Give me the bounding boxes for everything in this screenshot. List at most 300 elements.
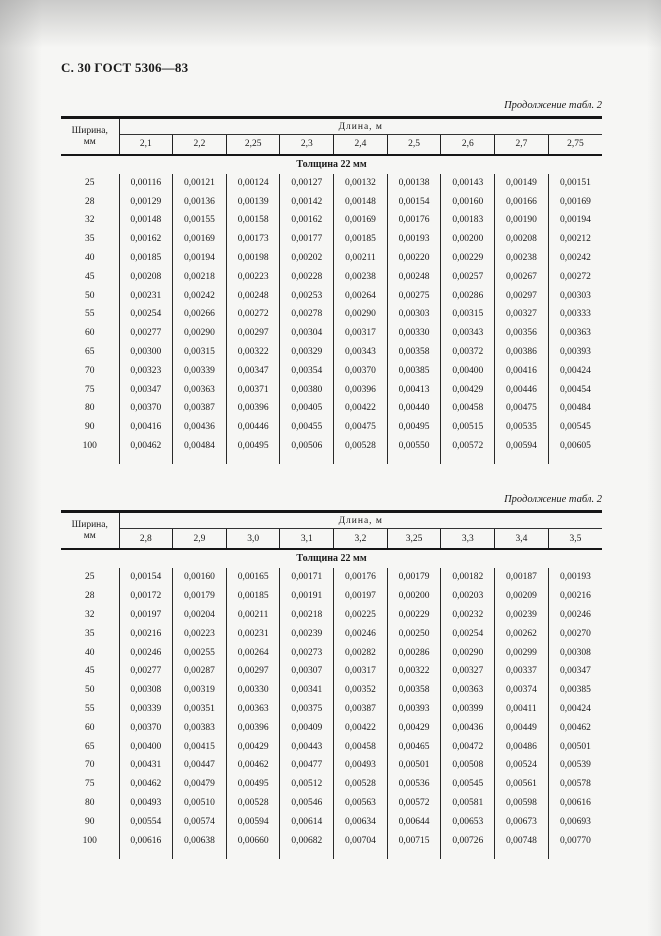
value-cell: 0,00216 [548, 587, 602, 606]
value-cell: 0,00363 [226, 700, 280, 719]
width-label-line1: Ширина, [71, 125, 108, 136]
value-cell: 0,00429 [441, 380, 495, 399]
width-cell: 60 [61, 718, 119, 737]
value-cell: 0,00693 [548, 812, 602, 831]
width-cell: 55 [61, 700, 119, 719]
value-cell: 0,00383 [173, 718, 227, 737]
value-cell: 0,00370 [119, 399, 173, 418]
value-cell: 0,00704 [334, 831, 388, 850]
width-cell: 45 [61, 267, 119, 286]
value-cell: 0,00524 [495, 756, 549, 775]
value-cell: 0,00158 [226, 211, 280, 230]
value-cell: 0,00462 [119, 437, 173, 456]
value-cell: 0,00315 [441, 305, 495, 324]
value-cell: 0,00528 [334, 437, 388, 456]
value-cell: 0,00574 [173, 812, 227, 831]
value-cell: 0,00554 [119, 812, 173, 831]
table-row [61, 286, 602, 305]
value-cell: 0,00343 [334, 343, 388, 362]
value-cell: 0,00139 [226, 192, 280, 211]
value-cell: 0,00561 [495, 775, 549, 794]
width-cell: 100 [61, 831, 119, 850]
value-cell: 0,00169 [548, 192, 602, 211]
value-cell: 0,00231 [119, 286, 173, 305]
value-cell: 0,00371 [226, 380, 280, 399]
width-cell: 50 [61, 286, 119, 305]
value-cell: 0,00343 [441, 324, 495, 343]
width-cell: 32 [61, 606, 119, 625]
value-cell: 0,00653 [441, 812, 495, 831]
width-cell: 75 [61, 775, 119, 794]
value-cell: 0,00493 [119, 794, 173, 813]
value-cell: 0,00286 [387, 643, 441, 662]
value-cell: 0,00337 [495, 662, 549, 681]
column-header-row [61, 529, 602, 549]
value-cell: 0,00197 [119, 606, 173, 625]
tail-cell [226, 850, 280, 859]
value-cell: 0,00327 [495, 305, 549, 324]
value-cell: 0,00212 [548, 230, 602, 249]
value-cell: 0,00396 [334, 380, 388, 399]
value-cell: 0,00370 [119, 718, 173, 737]
value-cell: 0,00300 [119, 343, 173, 362]
value-cell: 0,00182 [441, 568, 495, 587]
value-cell: 0,00341 [280, 681, 334, 700]
width-column-header [61, 118, 119, 155]
width-cell: 75 [61, 380, 119, 399]
width-cell: 35 [61, 230, 119, 249]
value-cell: 0,00211 [334, 249, 388, 268]
value-cell: 0,00229 [387, 606, 441, 625]
width-label-line2: мм [83, 531, 96, 542]
value-cell: 0,00257 [441, 267, 495, 286]
width-label-line2: мм [83, 136, 96, 147]
value-cell: 0,00173 [226, 230, 280, 249]
value-cell: 0,00411 [495, 700, 549, 719]
value-cell: 0,00242 [548, 249, 602, 268]
length-column-header: 2,6 [441, 135, 495, 155]
value-cell: 0,00232 [441, 606, 495, 625]
value-cell: 0,00116 [119, 174, 173, 193]
value-cell: 0,00297 [226, 662, 280, 681]
value-cell: 0,00424 [548, 700, 602, 719]
width-cell: 60 [61, 324, 119, 343]
value-cell: 0,00616 [548, 794, 602, 813]
value-cell: 0,00275 [387, 286, 441, 305]
value-cell: 0,00297 [226, 324, 280, 343]
value-cell: 0,00436 [173, 418, 227, 437]
width-cell: 70 [61, 756, 119, 775]
value-cell: 0,00508 [441, 756, 495, 775]
value-cell: 0,00166 [495, 192, 549, 211]
width-cell: 65 [61, 737, 119, 756]
value-cell: 0,00169 [173, 230, 227, 249]
table-row [61, 343, 602, 362]
tail-cell [61, 850, 119, 859]
value-cell: 0,00193 [387, 230, 441, 249]
value-cell: 0,00545 [441, 775, 495, 794]
width-cell: 40 [61, 643, 119, 662]
value-cell: 0,00339 [119, 700, 173, 719]
value-cell: 0,00238 [334, 267, 388, 286]
value-cell: 0,00239 [495, 606, 549, 625]
length-column-header: 2,3 [280, 135, 334, 155]
header-row-length [61, 512, 602, 529]
value-cell: 0,00185 [226, 587, 280, 606]
value-cell: 0,00208 [119, 267, 173, 286]
value-cell: 0,00248 [387, 267, 441, 286]
value-cell: 0,00154 [119, 568, 173, 587]
tail-cell [495, 850, 549, 859]
value-cell: 0,00515 [441, 418, 495, 437]
width-cell: 45 [61, 662, 119, 681]
value-cell: 0,00299 [495, 643, 549, 662]
table-row [61, 812, 602, 831]
value-cell: 0,00339 [173, 361, 227, 380]
value-cell: 0,00148 [119, 211, 173, 230]
value-cell: 0,00253 [280, 286, 334, 305]
value-cell: 0,00172 [119, 587, 173, 606]
value-cell: 0,00484 [548, 399, 602, 418]
width-label-line1: Ширина, [71, 520, 108, 531]
width-cell: 28 [61, 192, 119, 211]
value-cell: 0,00194 [548, 211, 602, 230]
value-cell: 0,00477 [280, 756, 334, 775]
width-cell: 55 [61, 305, 119, 324]
table-row [61, 718, 602, 737]
column-header-row [61, 135, 602, 155]
value-cell: 0,00333 [548, 305, 602, 324]
value-cell: 0,00424 [548, 361, 602, 380]
value-cell: 0,00405 [280, 399, 334, 418]
value-cell: 0,00638 [173, 831, 227, 850]
value-cell: 0,00183 [441, 211, 495, 230]
value-cell: 0,00165 [226, 568, 280, 587]
value-cell: 0,00254 [441, 624, 495, 643]
value-cell: 0,00149 [495, 174, 549, 193]
value-cell: 0,00264 [334, 286, 388, 305]
table-row [61, 831, 602, 850]
value-cell: 0,00550 [387, 437, 441, 456]
tail-cell [334, 850, 388, 859]
dimensions-table-1 [61, 116, 602, 464]
thickness-label: Толщина 22 мм [296, 553, 367, 565]
tail-cell [61, 455, 119, 464]
value-cell: 0,00347 [548, 662, 602, 681]
table-row [61, 737, 602, 756]
value-cell: 0,00138 [387, 174, 441, 193]
value-cell: 0,00399 [441, 700, 495, 719]
value-cell: 0,00229 [441, 249, 495, 268]
value-cell: 0,00266 [173, 305, 227, 324]
value-cell: 0,00416 [119, 418, 173, 437]
value-cell: 0,00634 [334, 812, 388, 831]
header-row-length [61, 118, 602, 135]
table-row [61, 324, 602, 343]
value-cell: 0,00278 [280, 305, 334, 324]
tail-cell [387, 455, 441, 464]
value-cell: 0,00200 [387, 587, 441, 606]
value-cell: 0,00290 [441, 643, 495, 662]
value-cell: 0,00372 [441, 343, 495, 362]
value-cell: 0,00303 [387, 305, 441, 324]
value-cell: 0,00363 [173, 380, 227, 399]
value-cell: 0,00484 [173, 437, 227, 456]
value-cell: 0,00208 [495, 230, 549, 249]
value-cell: 0,00605 [548, 437, 602, 456]
value-cell: 0,00176 [387, 211, 441, 230]
value-cell: 0,00436 [441, 718, 495, 737]
value-cell: 0,00536 [387, 775, 441, 794]
width-cell: 32 [61, 211, 119, 230]
value-cell: 0,00495 [387, 418, 441, 437]
value-cell: 0,00465 [387, 737, 441, 756]
tail-cell [173, 850, 227, 859]
table-row [61, 700, 602, 719]
value-cell: 0,00191 [280, 587, 334, 606]
value-cell: 0,00400 [441, 361, 495, 380]
value-cell: 0,00475 [334, 418, 388, 437]
page-header: С. 30 ГОСТ 5306—83 [61, 60, 189, 75]
table-row [61, 211, 602, 230]
value-cell: 0,00121 [173, 174, 227, 193]
value-cell: 0,00563 [334, 794, 388, 813]
width-cell: 90 [61, 812, 119, 831]
value-cell: 0,00267 [495, 267, 549, 286]
value-cell: 0,00264 [226, 643, 280, 662]
value-cell: 0,00242 [173, 286, 227, 305]
value-cell: 0,00356 [495, 324, 549, 343]
value-cell: 0,00198 [226, 249, 280, 268]
value-cell: 0,00396 [226, 718, 280, 737]
value-cell: 0,00171 [280, 568, 334, 587]
value-cell: 0,00187 [495, 568, 549, 587]
tail-cell [280, 455, 334, 464]
thickness-label: Толщина 22 мм [296, 159, 367, 170]
value-cell: 0,00446 [226, 418, 280, 437]
thickness-band [61, 155, 602, 174]
table-tail [61, 850, 602, 859]
tail-cell [119, 455, 173, 464]
value-cell: 0,00127 [280, 174, 334, 193]
value-cell: 0,00148 [334, 192, 388, 211]
value-cell: 0,00129 [119, 192, 173, 211]
table-row [61, 230, 602, 249]
value-cell: 0,00510 [173, 794, 227, 813]
length-column-header: 3,5 [548, 529, 602, 549]
value-cell: 0,00303 [548, 286, 602, 305]
value-cell: 0,00162 [280, 211, 334, 230]
value-cell: 0,00297 [495, 286, 549, 305]
value-cell: 0,00429 [226, 737, 280, 756]
value-cell: 0,00162 [119, 230, 173, 249]
value-cell: 0,00223 [173, 624, 227, 643]
width-cell: 50 [61, 681, 119, 700]
value-cell: 0,00317 [334, 662, 388, 681]
value-cell: 0,00272 [226, 305, 280, 324]
width-cell: 35 [61, 624, 119, 643]
value-cell: 0,00387 [173, 399, 227, 418]
value-cell: 0,00185 [334, 230, 388, 249]
value-cell: 0,00255 [173, 643, 227, 662]
value-cell: 0,00327 [441, 662, 495, 681]
value-cell: 0,00185 [119, 249, 173, 268]
value-cell: 0,00380 [280, 380, 334, 399]
value-cell: 0,00385 [548, 681, 602, 700]
value-cell: 0,00352 [334, 681, 388, 700]
value-cell: 0,00319 [173, 681, 227, 700]
value-cell: 0,00660 [226, 831, 280, 850]
value-cell: 0,00715 [387, 831, 441, 850]
tail-cell [280, 850, 334, 859]
width-cell: 28 [61, 587, 119, 606]
value-cell: 0,00211 [226, 606, 280, 625]
tail-cell [173, 455, 227, 464]
value-cell: 0,00323 [119, 361, 173, 380]
value-cell: 0,00545 [548, 418, 602, 437]
width-cell: 40 [61, 249, 119, 268]
width-cell: 70 [61, 361, 119, 380]
value-cell: 0,00501 [548, 737, 602, 756]
length-column-header: 3,4 [495, 529, 549, 549]
width-cell: 65 [61, 343, 119, 362]
value-cell: 0,00422 [334, 399, 388, 418]
width-column-header [61, 512, 119, 549]
value-cell: 0,00416 [495, 361, 549, 380]
value-cell: 0,00594 [495, 437, 549, 456]
value-cell: 0,00449 [495, 718, 549, 737]
value-cell: 0,00329 [280, 343, 334, 362]
value-cell: 0,00358 [387, 343, 441, 362]
table-row [61, 587, 602, 606]
value-cell: 0,00539 [548, 756, 602, 775]
value-cell: 0,00228 [280, 267, 334, 286]
value-cell: 0,00246 [334, 624, 388, 643]
value-cell: 0,00315 [173, 343, 227, 362]
table-row [61, 681, 602, 700]
value-cell: 0,00322 [226, 343, 280, 362]
value-cell: 0,00415 [173, 737, 227, 756]
value-cell: 0,00458 [441, 399, 495, 418]
value-cell: 0,00347 [119, 380, 173, 399]
value-cell: 0,00673 [495, 812, 549, 831]
value-cell: 0,00431 [119, 756, 173, 775]
length-column-header: 3,25 [387, 529, 441, 549]
table-row [61, 399, 602, 418]
value-cell: 0,00254 [119, 305, 173, 324]
value-cell: 0,00594 [226, 812, 280, 831]
value-cell: 0,00486 [495, 737, 549, 756]
value-cell: 0,00176 [334, 568, 388, 587]
thickness-band [61, 549, 602, 568]
table-row [61, 794, 602, 813]
table-row [61, 305, 602, 324]
value-cell: 0,00273 [280, 643, 334, 662]
value-cell: 0,00142 [280, 192, 334, 211]
table-continuation-caption: Продолжение табл. 2 [504, 494, 602, 506]
value-cell: 0,00209 [495, 587, 549, 606]
value-cell: 0,00308 [548, 643, 602, 662]
value-cell: 0,00363 [548, 324, 602, 343]
value-cell: 0,00155 [173, 211, 227, 230]
table-row [61, 662, 602, 681]
value-cell: 0,00322 [387, 662, 441, 681]
length-column-header: 2,25 [226, 135, 280, 155]
value-cell: 0,00528 [334, 775, 388, 794]
value-cell: 0,00748 [495, 831, 549, 850]
value-cell: 0,00160 [173, 568, 227, 587]
value-cell: 0,00151 [548, 174, 602, 193]
value-cell: 0,00239 [280, 624, 334, 643]
value-cell: 0,00351 [173, 700, 227, 719]
tail-cell [226, 455, 280, 464]
value-cell: 0,00370 [334, 361, 388, 380]
width-cell: 90 [61, 418, 119, 437]
value-cell: 0,00501 [387, 756, 441, 775]
value-cell: 0,00475 [495, 399, 549, 418]
value-cell: 0,00286 [441, 286, 495, 305]
value-cell: 0,00317 [334, 324, 388, 343]
table-row [61, 361, 602, 380]
value-cell: 0,00493 [334, 756, 388, 775]
value-cell: 0,00277 [119, 324, 173, 343]
value-cell: 0,00277 [119, 662, 173, 681]
value-cell: 0,00194 [173, 249, 227, 268]
table-row [61, 606, 602, 625]
width-cell: 100 [61, 437, 119, 456]
value-cell: 0,00400 [119, 737, 173, 756]
value-cell: 0,00512 [280, 775, 334, 794]
table-continuation-caption: Продолжение табл. 2 [504, 100, 602, 111]
value-cell: 0,00330 [226, 681, 280, 700]
value-cell: 0,00179 [387, 568, 441, 587]
value-cell: 0,00413 [387, 380, 441, 399]
value-cell: 0,00528 [226, 794, 280, 813]
table-row [61, 418, 602, 437]
tail-cell [441, 850, 495, 859]
table-row [61, 624, 602, 643]
value-cell: 0,00572 [387, 794, 441, 813]
tail-cell [119, 850, 173, 859]
value-cell: 0,00422 [334, 718, 388, 737]
value-cell: 0,00272 [548, 267, 602, 286]
tail-cell [387, 850, 441, 859]
value-cell: 0,00455 [280, 418, 334, 437]
value-cell: 0,00262 [495, 624, 549, 643]
value-cell: 0,00581 [441, 794, 495, 813]
value-cell: 0,00535 [495, 418, 549, 437]
length-column-header: 2,2 [173, 135, 227, 155]
value-cell: 0,00393 [387, 700, 441, 719]
value-cell: 0,00409 [280, 718, 334, 737]
value-cell: 0,00169 [334, 211, 388, 230]
length-column-header: 2,8 [119, 529, 173, 549]
width-cell: 80 [61, 399, 119, 418]
value-cell: 0,00290 [173, 324, 227, 343]
value-cell: 0,00307 [280, 662, 334, 681]
length-column-header: 2,1 [119, 135, 173, 155]
value-cell: 0,00495 [226, 437, 280, 456]
value-cell: 0,00354 [280, 361, 334, 380]
value-cell: 0,00374 [495, 681, 549, 700]
value-cell: 0,00177 [280, 230, 334, 249]
table-row [61, 174, 602, 193]
value-cell: 0,00616 [119, 831, 173, 850]
value-cell: 0,00132 [334, 174, 388, 193]
value-cell: 0,00204 [173, 606, 227, 625]
value-cell: 0,00190 [495, 211, 549, 230]
value-cell: 0,00231 [226, 624, 280, 643]
